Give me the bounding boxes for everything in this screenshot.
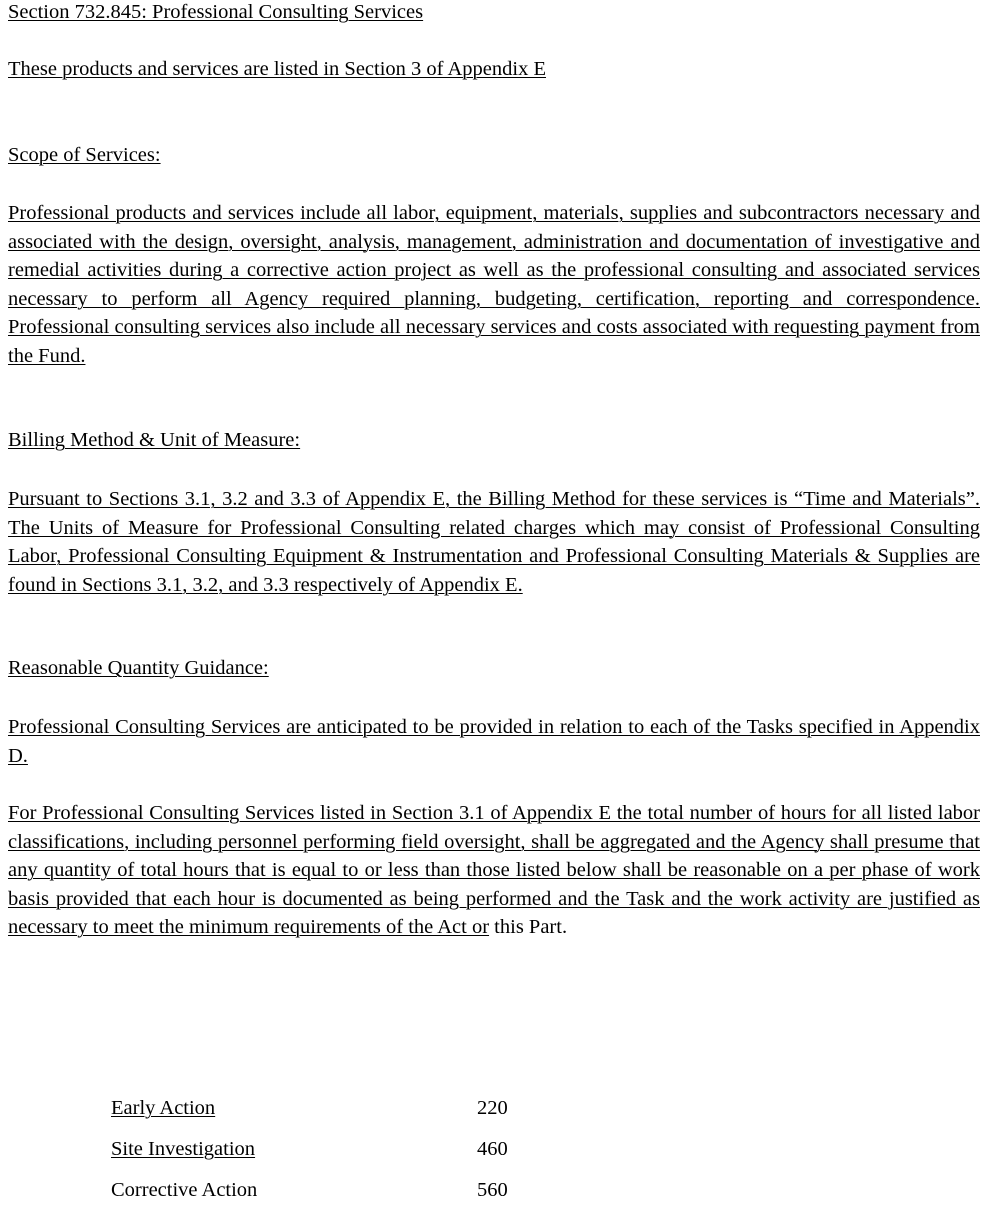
billing-paragraph: Pursuant to Sections 3.1, 3.2 and 3.3 of Appendix E, the Billing Method for these services is “Time and Materials”. The Units of Measure for Professional Consulting related charges which may consist of Professional Consulting Labor, Professional Consulting Equipment & Instrumentation and Professional Consulting Materials & Supplies are found in Sections 3.1, 3.2, and 3.3 respectively of Appendix E. bbox=[8, 488, 980, 596]
hours-label: Early Action bbox=[111, 1097, 216, 1119]
guidance-paragraph-2 bbox=[8, 799, 980, 942]
guidance-paragraph-2-tail: this Part. bbox=[489, 916, 568, 939]
listing-note: These products and services are listed in Section 3 of Appendix E bbox=[8, 58, 546, 80]
scope-heading: Scope of Services: bbox=[8, 144, 161, 166]
scope-paragraph: Professional products and services include all labor, equipment, materials, supplies and subcontractors necessary and associated with the design, oversight, analysis, management, administration and documentation of investigative and remedial activities during a corrective action project as well as the professional consulting and associated services necessary to perform all Agency required planning, budgeting, certification, reporting and correspondence. Professional consulting services also include all necessary services and costs associated with requesting payment from the Fund. bbox=[8, 202, 980, 367]
guidance-paragraph-2-underlined: For Professional Consulting Services listed in Section 3.1 of Appendix E the total number of hours for all listed labor classifications, including personnel performing field oversight, shall be aggregated and the Agency shall presume that any quantity of total hours that is equal to or less than those listed below shall be reasonable on a per phase of work basis provided that each hour is documented as being performed and the Task and the work activity are justified as necessary to meet the minimum requirements of the Act or bbox=[8, 802, 980, 939]
billing-heading: Billing Method & Unit of Measure: bbox=[8, 429, 301, 451]
hours-value: 460 bbox=[477, 1138, 508, 1160]
hours-value: 220 bbox=[477, 1097, 508, 1119]
hours-label: Site Investigation bbox=[111, 1138, 256, 1160]
section-title: Section 732.845: Professional Consulting Services bbox=[8, 1, 424, 23]
guidance-paragraph-1: Professional Consulting Services are anticipated to be provided in relation to each of the Tasks specified in Appendix D. bbox=[8, 716, 980, 767]
hours-value: 560 bbox=[477, 1179, 508, 1201]
hours-label: Corrective Action bbox=[111, 1179, 258, 1201]
guidance-heading: Reasonable Quantity Guidance: bbox=[8, 657, 269, 679]
